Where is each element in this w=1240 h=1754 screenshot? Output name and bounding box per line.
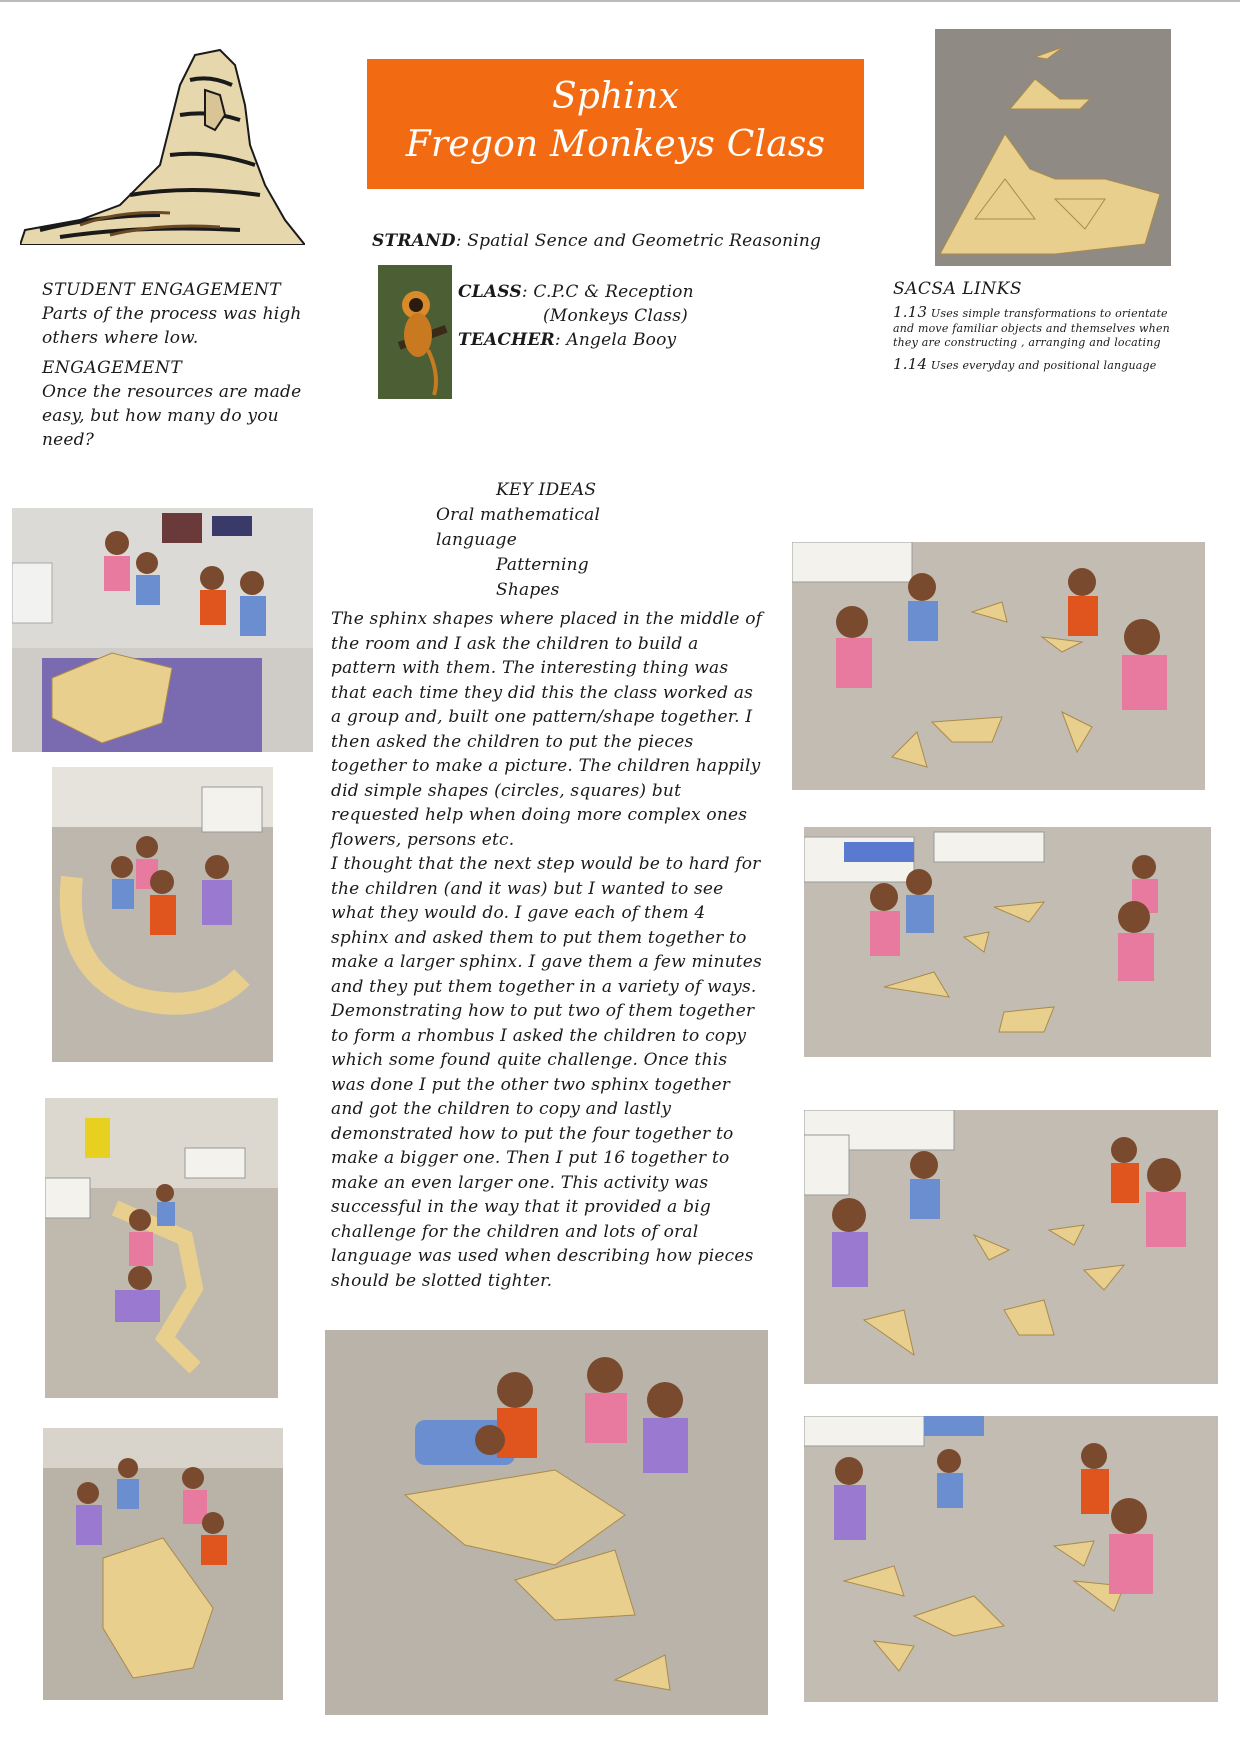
student-engagement (42, 278, 322, 452)
key-ideas (420, 478, 670, 603)
engagement-heading: ENGAGEMENT (42, 358, 183, 378)
student-engagement-text: Parts of the process was high others where low. (42, 304, 302, 348)
strand-value: : Spatial Sence and Geometric Reasoning (455, 231, 822, 251)
teacher-value: : Angela Booy (554, 330, 677, 350)
key-ideas-heading: KEY IDEAS (496, 480, 597, 500)
title-banner (367, 59, 864, 189)
sacsa-item-2 (893, 354, 1178, 374)
strand-label: STRAND (372, 231, 456, 251)
student-engagement-heading: STUDENT ENGAGEMENT (42, 280, 282, 300)
photo-right-2 (804, 827, 1211, 1057)
photo-left-4 (43, 1428, 283, 1700)
teacher-label: TEACHER (458, 330, 555, 350)
class-label: CLASS (458, 282, 522, 302)
key-idea-2: Patterning (496, 555, 589, 575)
photo-left-1 (12, 508, 313, 752)
body-paragraph-1: The sphinx shapes where placed in the middle of the room and I ask the children to build a pattern with them. The interesting thing was that each time they did this the class worked as a group and, built one pattern/shape together. I then asked the children to put the pieces together to make a picture. The children happily did simple shapes (circles, squares) but requested help when doing more complex ones flowers, persons etc. (331, 609, 763, 850)
photo-right-3 (804, 1110, 1218, 1384)
class-value2: (Monkeys Class) (543, 306, 688, 326)
top-rule (0, 0, 1240, 2)
sacsa-code-2: 1.14 (893, 354, 928, 373)
body-paragraph-2: I thought that the next step would be to hard for the children (and it was) but I wanted to see what they would do. I gave each of them 4 sphinx and asked them to put them together to make a larger sphinx. I gave them a few minutes and they put them together in a variety of ways. Demonstrating how to put two of them together to form a rhombus I asked the children to copy which some found quite challenge. Once this was done I put the other two sphinx together and got the children to copy and lastly demonstrated how to put the four together to make a bigger one. Then I put 16 together to make an even larger one. This activity was successful in the way that it provided a big challenge for the children and lots of oral language was used when describing how pieces should be slotted tighter. (331, 854, 762, 1291)
photo-left-2 (52, 767, 273, 1062)
sacsa-code-1: 1.13 (893, 303, 928, 321)
key-idea-3: Shapes (496, 580, 560, 600)
photo-center-bottom (325, 1330, 768, 1715)
sacsa-text-1: Uses simple transformations to orientate and move familiar objects and themselves when they are constructing , arranging and locating (893, 307, 1170, 349)
activity-description (331, 607, 764, 1293)
photo-sphinx-shapes (935, 29, 1171, 266)
monkey-photo (378, 265, 452, 399)
sacsa-links (893, 279, 1178, 373)
title-line1: Sphinx (551, 76, 680, 117)
sacsa-heading: SACSA LINKS (893, 279, 1022, 299)
sphinx-illustration (20, 45, 305, 245)
key-idea-1: Oral mathematical language (436, 505, 601, 550)
engagement-text: Once the resources are made easy, but how many do you need? (42, 382, 302, 450)
strand-row (372, 231, 852, 251)
sacsa-item-1 (893, 305, 1178, 351)
photo-right-1 (792, 542, 1205, 790)
title-line2: Fregon Monkeys Class (405, 124, 826, 165)
sacsa-text-2: Uses everyday and positional language (930, 358, 1157, 372)
photo-left-3 (45, 1098, 278, 1398)
photo-right-4 (804, 1416, 1218, 1702)
class-info (458, 280, 758, 352)
class-value: : C.P.C & Reception (521, 282, 694, 302)
